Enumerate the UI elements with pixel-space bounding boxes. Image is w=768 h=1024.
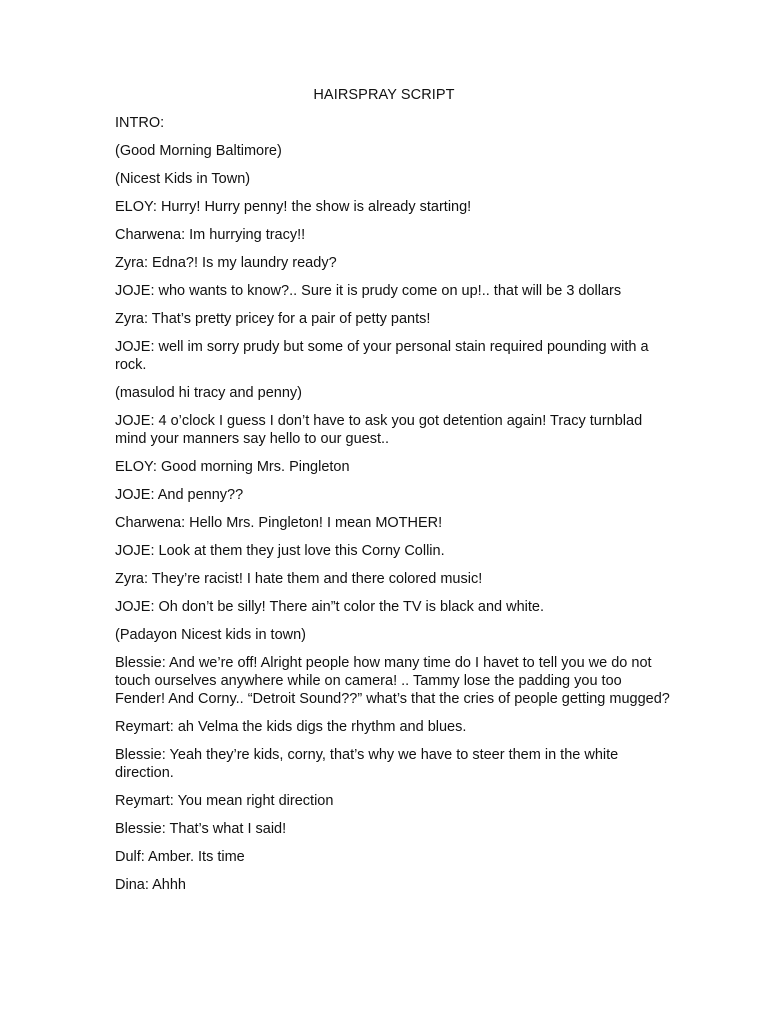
script-line: JOJE: Oh don’t be silly! There ain”t color the TV is black and white.: [115, 599, 545, 615]
script-line: Charwena: Hello Mrs. Pingleton! I mean MOTHER!: [115, 515, 443, 531]
script-line: Reymart: You mean right direction: [115, 793, 334, 809]
script-lines: [115, 114, 675, 904]
script-line: Dina: Ahhh: [115, 877, 186, 893]
script-line: Charwena: Im hurrying tracy!!: [115, 227, 306, 243]
script-line: (Good Morning Baltimore): [115, 143, 282, 159]
script-line: JOJE: who wants to know?.. Sure it is prudy come on up!.. that will be 3 dollars: [115, 283, 622, 299]
script-line: (masulod hi tracy and penny): [115, 385, 302, 401]
script-line: JOJE: And penny??: [115, 487, 244, 503]
script-line: ELOY: Good morning Mrs. Pingleton: [115, 459, 350, 475]
script-line: Zyra: That’s pretty pricey for a pair of petty pants!: [115, 311, 431, 327]
script-line: Reymart: ah Velma the kids digs the rhythm and blues.: [115, 719, 467, 735]
script-line: Dulf: Amber. Its time: [115, 849, 245, 865]
script-line: Blessie: And we’re off! Alright people how many time do I havet to tell you we do not touch ourselves anywhere while on camera! .. Tammy lose the padding you too Fender! And Corny.. “Detroit Sound??” what’s that the cries of people getting mugged?: [115, 655, 670, 707]
script-line: JOJE: well im sorry prudy but some of your personal stain required pounding with a rock.: [115, 339, 649, 373]
script-line: Blessie: That’s what I said!: [115, 821, 287, 837]
script-line: JOJE: 4 o’clock I guess I don’t have to ask you got detention again! Tracy turnblad mind your manners say hello to our guest..: [115, 413, 643, 447]
script-line: (Nicest Kids in Town): [115, 171, 251, 187]
script-line: JOJE: Look at them they just love this Corny Collin.: [115, 543, 445, 559]
script-line: Zyra: Edna?! Is my laundry ready?: [115, 255, 337, 271]
script-line: ELOY: Hurry! Hurry penny! the show is already starting!: [115, 199, 472, 215]
script-line: (Padayon Nicest kids in town): [115, 627, 306, 643]
script-line: Blessie: Yeah they’re kids, corny, that’s why we have to steer them in the white direction.: [115, 747, 619, 781]
script-line: INTRO:: [115, 115, 165, 131]
script-line: Zyra: They’re racist! I hate them and there colored music!: [115, 571, 483, 587]
page-title: HAIRSPRAY SCRIPT: [313, 87, 455, 103]
